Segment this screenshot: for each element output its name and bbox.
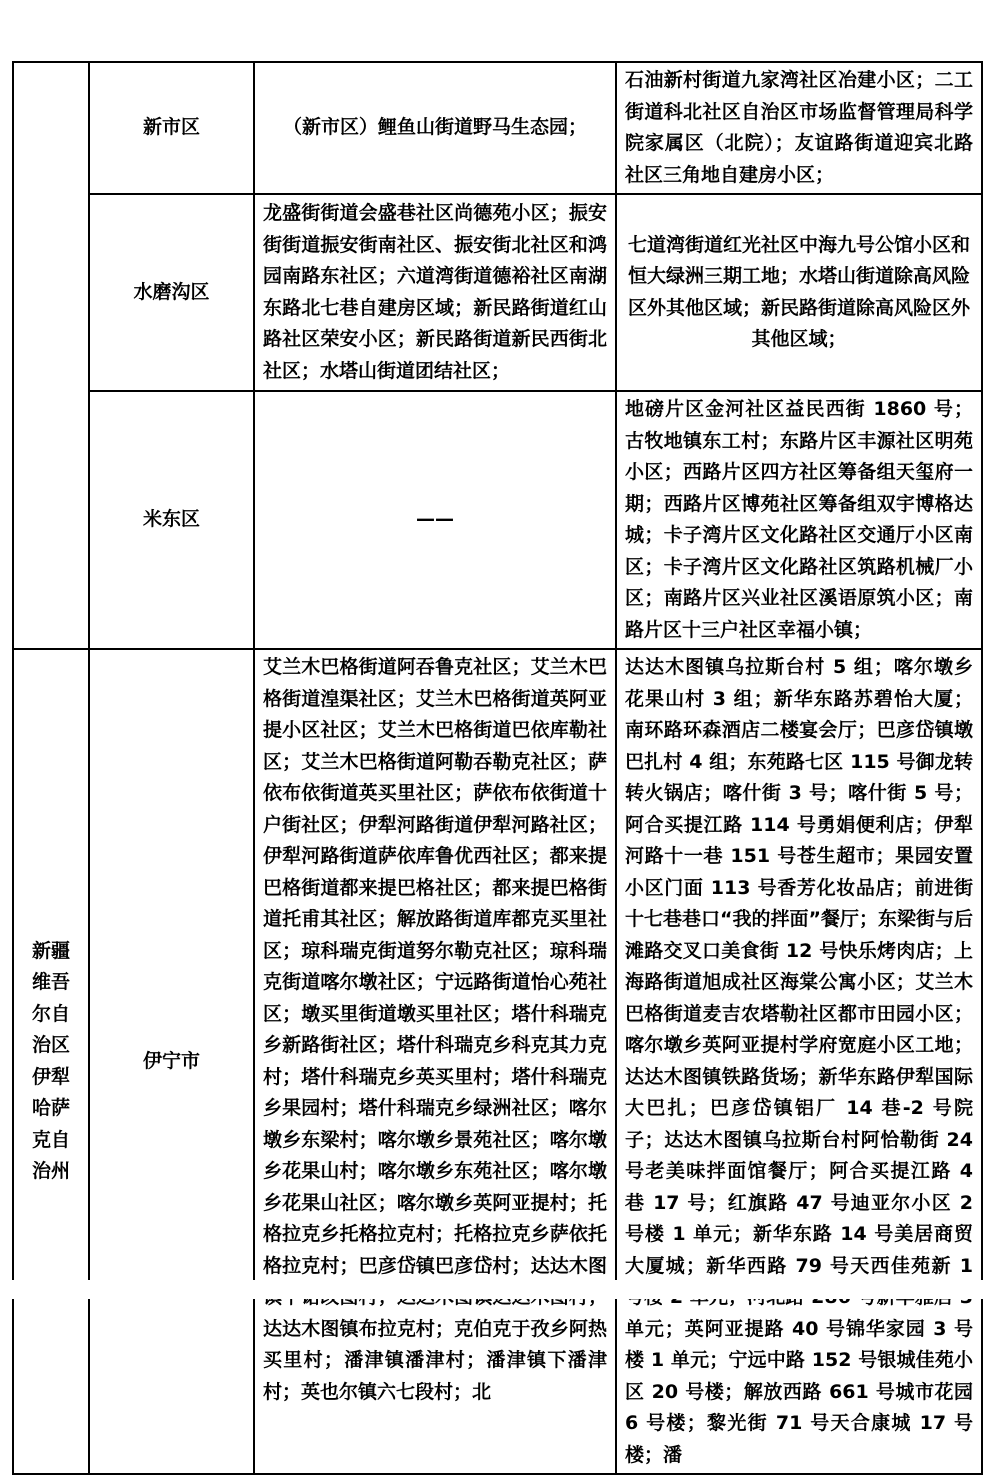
mid-risk-cell: （新市区）鲤鱼山街道野马生态园； — [254, 62, 616, 194]
district-cell: 米东区 — [89, 391, 254, 649]
mid-risk-cell: —— — [254, 391, 616, 649]
low-risk-cell: 七道湾街道红光社区中海九号公馆小区和恒大绿洲三期工地；水塔山街道除高风险区外其他区域；新民路街道除高风险区外其他区域； — [616, 194, 982, 391]
table-row — [13, 391, 982, 649]
low-risk-cell: 达达木图镇乌拉斯台村 5 组；喀尔墩乡花果山村 3 组；新华东路苏碧怡大厦；南环路环森酒店二楼宴会厅；巴彦岱镇墩巴扎村 4 组；东苑路七区 115 号御龙转转火锅店；喀什街 3 号；喀什街 5 号；阿合买提江路 114 号勇娟便利店；伊犁河路十一巷 151 号苍生超市；果园安置小区门面 113 号香芳化妆品店；前进街十七巷巷口“我的拌面”餐厅；东梁街与后滩路交叉口美食街 12 号快乐烤肉店；上海路街道旭成社区海棠公寓小区；艾兰木巴格街道麦吉农塔勒社区都市田园小区；喀尔墩乡英阿亚提村学府宽庭小区工地；达达木图镇铁路货场；新华东路伊犁国际大巴扎；巴彦岱镇铝厂 14 巷-2 号院子；达达木图镇乌拉斯台村阿恰勒街 24 号老美味拌面馆餐厅；阿合买提江路 4 巷 17 号；红旗路 47 号迪亚尔小区 2 号楼 1 单元；新华东路 14 号美居商贸大厦城；新华西路 79 号天西佳苑新 1 单元；英阿亚提路 40 号锦华家园 3 号楼 1 单元；宁远中路 152 号银城佳苑小区 20 号楼；解放西路 661 号城市花园 6 号楼；黎光街 71 号天合康城 17 号楼；潘 — [616, 649, 982, 1474]
district-cell: 新市区 — [89, 62, 254, 194]
risk-area-table — [12, 61, 983, 1475]
mid-risk-cell: 艾兰木巴格街道阿吞鲁克社区；艾兰木巴格街道湟渠社区；艾兰木巴格街道英阿亚提小区社区；艾兰木巴格街道巴依库勒社区；艾兰木巴格街道阿勒吞勒克社区；萨依布依街道英买里社区；萨依布依街道十户街社区；伊犁河路街道伊犁河路社区；伊犁河路街道萨依库鲁优西社区；都来提巴格街道都来提巴格社区；都来提巴格街道托甫其社区；解放路街道库都克买里社区；琼科瑞克街道努尔勒克社区；琼科瑞克街道喀尔墩社区；宁远路街道怡心苑社区；墩买里街道墩买里社区；塔什科瑞克乡新路街社区；塔什科瑞克乡科克其力克村；塔什科瑞克乡英买里村；塔什科瑞克乡果园村；塔什科瑞克乡绿洲社区；喀尔墩乡东梁村；喀尔墩乡景苑社区；喀尔墩乡花果山村；喀尔墩乡东苑社区；喀尔墩乡花果山社区；喀尔墩乡英阿亚提村；托格拉克乡托格拉克村；托格拉克乡萨依托格拉克村；巴彦岱镇巴彦岱村；达达木图 达达木图镇布拉克村；克伯克于孜乡阿热买里村；潘津镇潘津村；潘津镇下潘津村；英也尔镇六七段村；北 — [254, 649, 616, 1474]
low-risk-cell: 地磅片区金河社区益民西街 1860 号；古牧地镇东工村；东路片区丰源社区明苑小区；西路片区四方社区筹备组天玺府一期；西路片区博苑社区筹备组双宇博格达城；卡子湾片区文化路社区交通厅小区南区；卡子湾片区文化路社区筑路机械厂小区；南路片区兴业社区溪语原筑小区；南路片区十三户社区幸福小镇； — [616, 391, 982, 649]
low-risk-cell: 石油新村街道九家湾社区冶建小区；二工街道科北社区自治区市场监督管理局科学院家属区（北院）；友谊路街道迎宾北路社区三角地自建房小区； — [616, 62, 982, 194]
district-cell: 水磨沟区 — [89, 194, 254, 391]
mid-risk-cell: 龙盛街街道会盛巷社区尚德苑小区；振安街街道振安街南社区、振安街北社区和鸿园南路东社区；六道湾街道德裕社区南湖东路北七巷自建房区域；新民路街道红山路社区荣安小区；新民路街道新民西街北社区；水塔山街道团结社区； — [254, 194, 616, 391]
table-row — [13, 649, 982, 1474]
table-row — [13, 194, 982, 391]
district-cell: 伊宁市 — [89, 649, 254, 1474]
page-bottom-margin — [0, 1280, 992, 1299]
region-cell — [13, 62, 89, 649]
table-row — [13, 62, 982, 194]
region-cell: 新疆维吾尔自治区伊犁哈萨克自治州 — [13, 649, 89, 1474]
